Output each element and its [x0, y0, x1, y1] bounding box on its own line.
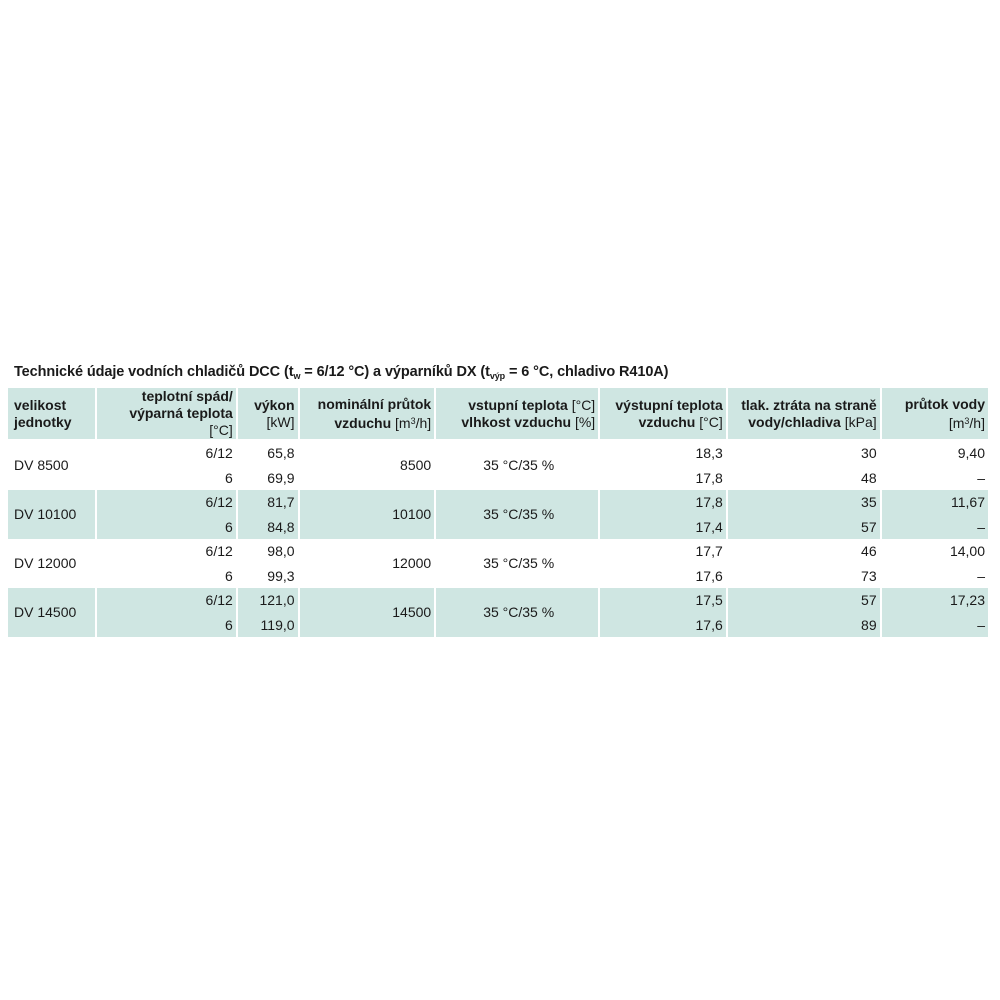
cell-gradient: 6: [97, 613, 236, 638]
cell-outlet: 17,5: [600, 588, 726, 613]
title-text-3: = 6 °C, chladivo R410A): [505, 364, 669, 380]
cell-pressure: 57: [728, 588, 880, 613]
cell-pressure: 48: [861, 469, 877, 486]
cell-outlet: 17,7: [695, 543, 723, 559]
header-waterflow: průtok vody $[m^3/h]$: [882, 386, 988, 441]
header-inlet: vstupní teplota [°C] vlhkost vzduchu [%]: [436, 386, 598, 441]
cell-airflow: 14500: [300, 588, 435, 637]
cell-power: 98,0: [267, 543, 295, 559]
cell-waterflow: –: [977, 469, 985, 486]
table-row: [8, 490, 988, 515]
cell-inlet: 35 °C/35 %: [483, 457, 555, 474]
cell-power: 119,0: [238, 613, 298, 638]
header-outlet: výstupní teplota vzduchu [°C]: [600, 386, 726, 441]
cell-waterflow: –: [882, 515, 988, 540]
cell-power: 99,3: [267, 567, 295, 584]
cell-waterflow: –: [882, 613, 988, 638]
cell-inlet: 35 °C/35 %: [436, 588, 598, 637]
cell-size: DV 8500: [14, 457, 69, 474]
cell-gradient: 6: [97, 515, 236, 540]
cell-gradient: 6/12: [205, 543, 233, 559]
cell-pressure: 73: [861, 567, 877, 584]
cell-airflow: 10100: [300, 490, 435, 539]
header-gradient: teplotní spád/ výparná teplota [°C]: [97, 386, 236, 441]
header-pressure: tlak. ztráta na straně vody/chladiva [kPa]: [728, 386, 880, 441]
cell-outlet: 18,3: [695, 445, 723, 461]
cell-power: 65,8: [267, 445, 295, 461]
cell-power: 121,0: [238, 588, 298, 613]
cell-pressure: 89: [728, 613, 880, 638]
cell-gradient: 6: [225, 469, 233, 486]
header-row: [8, 386, 988, 441]
cell-power: 84,8: [238, 515, 298, 540]
cell-airflow: 8500: [400, 457, 432, 474]
cell-inlet: 35 °C/35 %: [436, 490, 598, 539]
cell-gradient: 6/12: [97, 588, 236, 613]
title-text-2: = 6/12 °C) a výparníků DX (t: [300, 364, 490, 380]
technical-data-table: [6, 386, 990, 637]
cell-outlet: 17,4: [600, 515, 726, 540]
cell-gradient: 6/12: [97, 490, 236, 515]
table-row: [8, 441, 988, 466]
title-subscript-w: w: [293, 371, 301, 381]
title-subscript-vyp: výp: [489, 371, 506, 381]
title-text-1: Technické údaje vodních chladičů DCC (t: [14, 364, 294, 380]
cell-outlet: 17,6: [600, 613, 726, 638]
cell-airflow: 12000: [392, 555, 432, 572]
cell-power: 81,7: [238, 490, 298, 515]
cell-size: DV 10100: [8, 490, 95, 539]
cell-outlet: 17,6: [695, 567, 723, 584]
header-size: velikost jednotky: [8, 386, 95, 441]
header-power: výkon [kW]: [238, 386, 298, 441]
cell-size: DV 14500: [8, 588, 95, 637]
technical-data-document: [8, 360, 988, 637]
header-airflow: nominální průtok vzduchu $[m^3/h]$: [300, 386, 435, 441]
cell-pressure: 30: [861, 445, 877, 461]
cell-waterflow: –: [977, 567, 985, 584]
table-row: [8, 588, 988, 613]
table-row: [8, 539, 988, 564]
table-title: [8, 360, 988, 386]
cell-waterflow: 11,67: [882, 490, 988, 515]
cell-gradient: 6/12: [205, 445, 233, 461]
cell-pressure: 57: [728, 515, 880, 540]
cell-outlet: 17,8: [600, 490, 726, 515]
cell-pressure: 35: [728, 490, 880, 515]
cell-power: 69,9: [267, 469, 295, 486]
cell-size: DV 12000: [14, 555, 77, 572]
cell-waterflow: 9,40: [957, 445, 985, 461]
cell-gradient: 6: [225, 567, 233, 584]
cell-waterflow: 14,00: [949, 543, 985, 559]
cell-waterflow: 17,23: [882, 588, 988, 613]
cell-outlet: 17,8: [695, 469, 723, 486]
cell-inlet: 35 °C/35 %: [483, 555, 555, 572]
cell-pressure: 46: [861, 543, 877, 559]
